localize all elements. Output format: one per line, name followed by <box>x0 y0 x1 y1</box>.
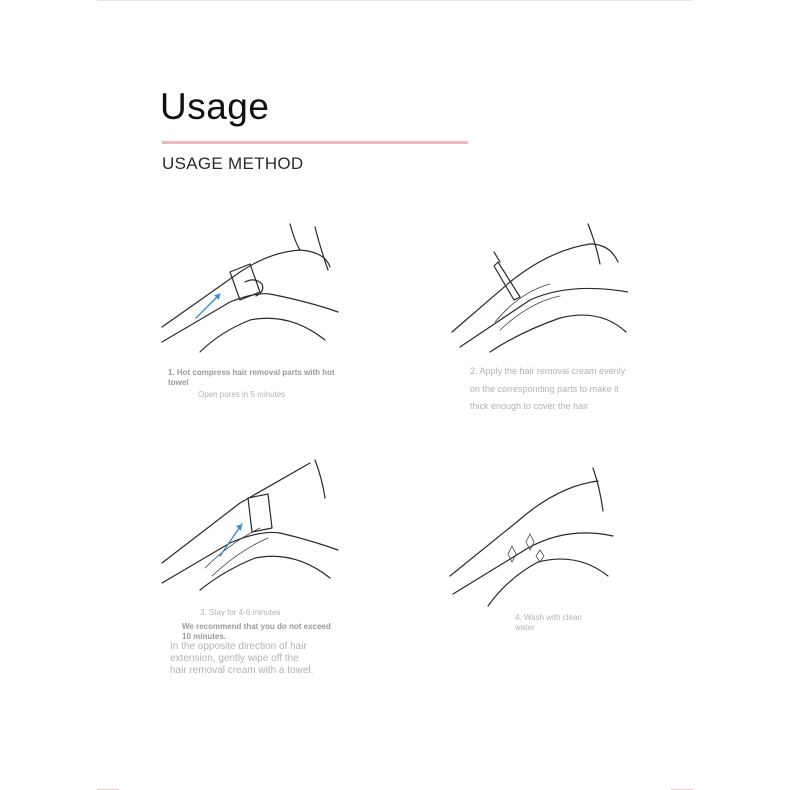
step-2-line-2: on the corresponding parts to make it <box>470 384 619 394</box>
step-2-line-3: thick enough to cover the hair <box>470 401 589 411</box>
step-4-text: 4. Wash with clean water <box>515 613 582 632</box>
step-1-text: 1. Hot compress hair removal parts with hot towel <box>168 368 335 387</box>
leg-towel-illustration <box>160 222 340 362</box>
section-subtitle: USAGE METHOD <box>162 154 304 173</box>
top-border <box>97 0 693 1</box>
step-3-line-3: In the opposite direction of hair extension, gently wipe off the hair removal cream with a towel. <box>170 641 314 676</box>
leg-wipe-illustration <box>160 458 340 598</box>
step-1-note: Open pores in 5 minutes <box>198 390 286 399</box>
leg-cream-illustration <box>450 222 628 360</box>
title-underline <box>162 141 468 144</box>
step-3-line-1: 3. Stay for 4-6 minutes <box>200 608 281 617</box>
step-3-line-2: We recommend that you do not exceed 10 minutes. <box>182 622 331 641</box>
leg-wash-illustration <box>448 466 618 611</box>
step-2-line-1: 2. Apply the hair removal cream evenly <box>470 366 626 376</box>
page-title: Usage <box>160 86 270 127</box>
